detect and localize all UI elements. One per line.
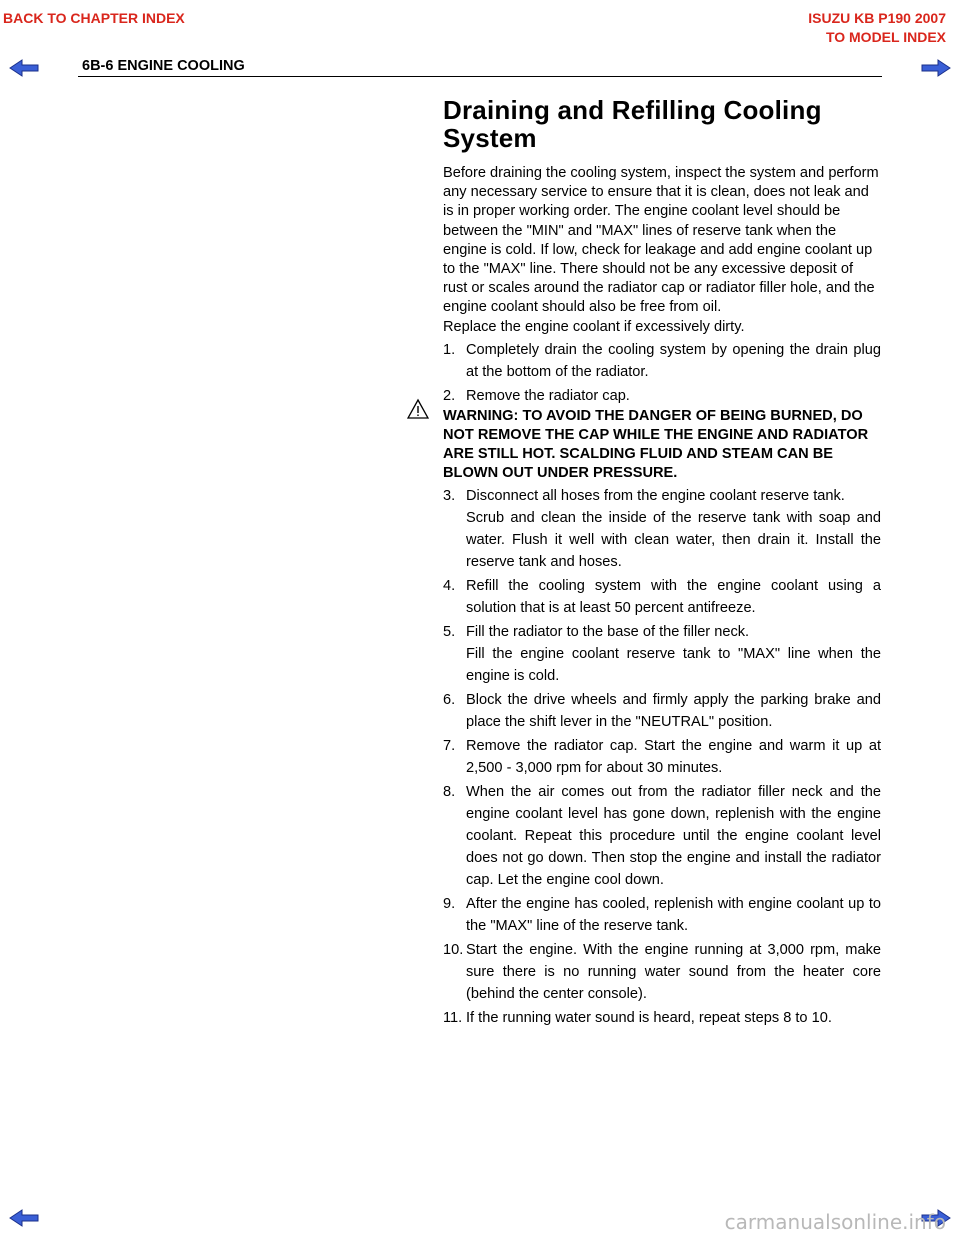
step-text: Refill the cooling system with the engine coolant using a solution that is at least 50 percent antifreeze. [466,577,881,616]
step-text: Block the drive wheels and firmly apply the parking brake and place the shift lever in the "NEUTRAL" position. [466,691,881,730]
next-page-arrow-icon[interactable] [920,58,952,78]
watermark: carmanualsonline.info [724,1210,946,1234]
step-3 [443,485,881,507]
step-5 [443,621,881,643]
step-4 [443,575,881,619]
warning-text: WARNING: TO AVOID THE DANGER OF BEING BURNED, DO NOT REMOVE THE CAP WHILE THE ENGINE AND RADIATOR ARE STILL HOT. SCALDING FLUID AND STEAM CAN BE BLOWN OUT UNDER PRESSURE. [443,407,869,481]
step-number: 2. [443,387,456,404]
intro-note: Replace the engine coolant if excessively dirty. [443,318,745,335]
step-number: 8. [443,783,456,800]
step-7 [443,735,881,779]
step-number: 11. [443,1009,463,1026]
warning-triangle-icon [407,398,429,420]
step-text: Disconnect all hoses from the engine coolant reserve tank. [466,487,845,504]
step-11 [443,1007,881,1029]
step-text: When the air comes out from the radiator filler neck and the engine coolant level has gone down, replenish with the engine coolant. Repeat this procedure until the engine coolant level does not go down. Then stop the engine and install the radiator cap. Let the engine cool down. [466,783,881,888]
back-to-chapter-index-link[interactable]: BACK TO CHAPTER INDEX [3,10,185,26]
page-title: Draining and Refilling Cooling System [443,95,822,153]
step-3-continuation: Scrub and clean the inside of the reserve tank with soap and water. Flush it well with clean water, then drain it. Install the reserve tank and hoses. [466,509,881,570]
step-number: 3. [443,487,456,504]
step-text: After the engine has cooled, replenish with engine coolant up to the "MAX" line of the reserve tank. [466,895,881,934]
step-6 [443,689,881,733]
step-text: Remove the radiator cap. [466,387,630,404]
step-number: 10. [443,941,464,958]
step-text: If the running water sound is heard, repeat steps 8 to 10. [466,1009,832,1026]
previous-page-arrow-icon[interactable] [8,58,40,78]
step-text: Remove the radiator cap. Start the engine and warm it up at 2,500 - 3,000 rpm for about 30 minutes. [466,737,881,776]
model-title-link[interactable]: ISUZU KB P190 2007 [808,10,946,26]
step-text: Fill the radiator to the base of the filler neck. [466,623,750,640]
step-number: 5. [443,623,456,640]
header-divider [78,76,882,77]
step-text: Start the engine. With the engine running at 3,000 rpm, make sure there is no running water sound from the heater core (behind the center console). [466,941,881,1002]
step-8 [443,781,881,891]
to-model-index-link[interactable]: TO MODEL INDEX [825,29,946,45]
section-header: 6B-6 ENGINE COOLING [82,58,245,74]
step-9 [443,893,881,937]
step-1 [443,339,881,383]
step-number: 7. [443,737,456,754]
step-5-continuation: Fill the engine coolant reserve tank to "MAX" line when the engine is cold. [466,645,881,684]
step-number: 6. [443,691,456,708]
step-2 [443,385,881,407]
step-number: 9. [443,895,456,912]
main-content [443,96,881,1029]
intro-paragraph: Before draining the cooling system, inspect the system and perform any necessary service to ensure that it is clean, does not leak and is in proper working order. The engine coolant level should be between the "MIN" and "MAX" lines of reserve tank when the engine is cold. If low, check for leakage and add engine coolant up to the "MAX" line. There should not be any excessive deposit of rust or scales around the radiator cap or radiator filler hole, and the engine coolant should also be free from oil. [443,165,879,316]
step-10 [443,939,881,1005]
step-number: 4. [443,577,456,594]
step-text: Completely drain the cooling system by opening the drain plug at the bottom of the radiator. [466,341,881,380]
previous-page-arrow-bottom-icon[interactable] [8,1208,40,1228]
step-number: 1. [443,341,456,358]
